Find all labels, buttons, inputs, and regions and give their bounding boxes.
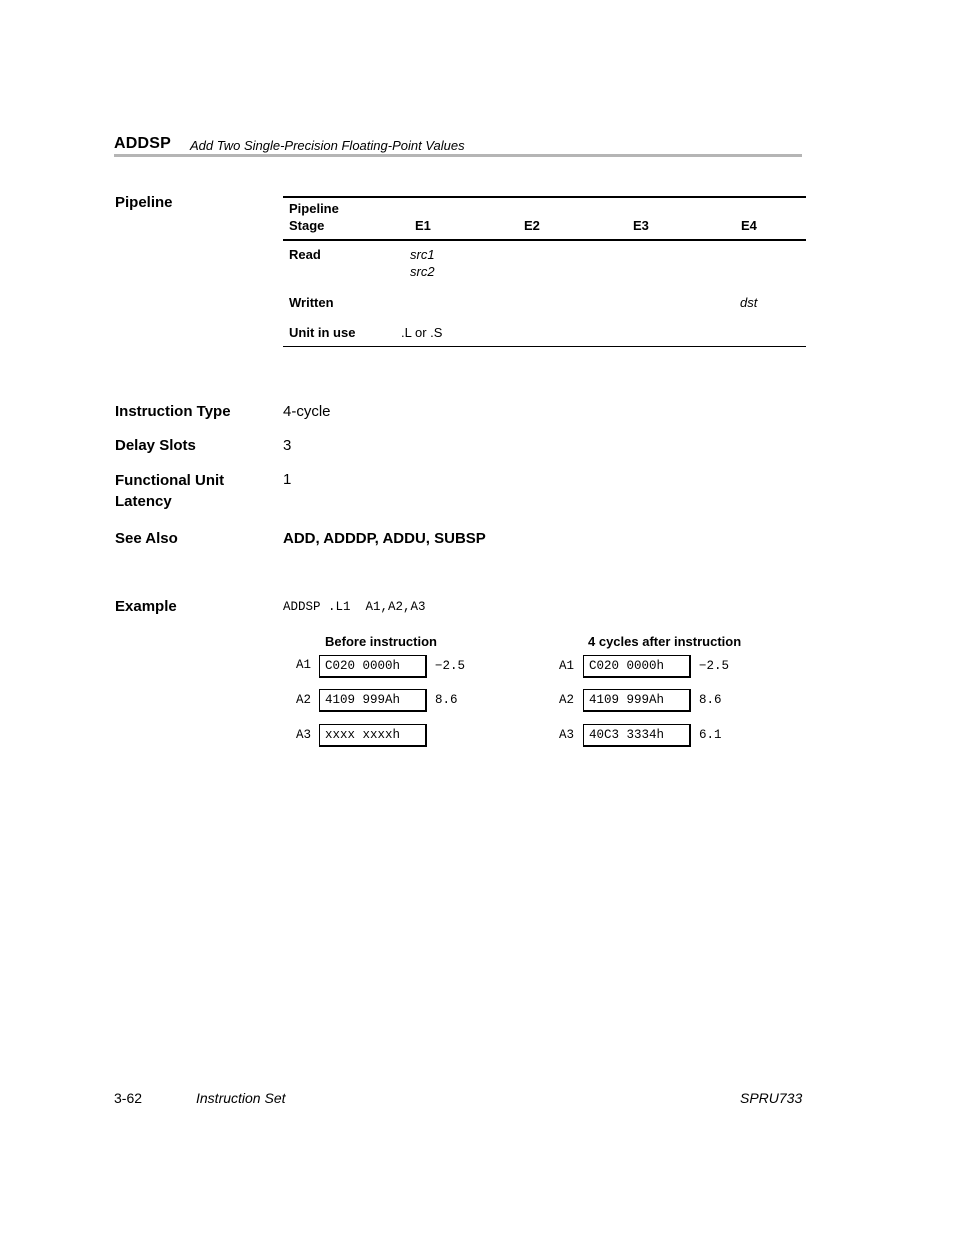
table-row-unit-e1: .L or .S (401, 325, 443, 340)
footer-page-number: 3-62 (114, 1090, 143, 1106)
fu-latency-label-line1: Functional Unit (115, 472, 225, 489)
delay-slots-label: Delay Slots (115, 437, 196, 454)
after-a1-value: −2.5 (699, 659, 730, 673)
see-also-value: ADD, ADDDP, ADDU, SUBSP (283, 530, 486, 547)
table-header-e2: E2 (524, 218, 540, 233)
before-a1-value: −2.5 (435, 659, 466, 673)
table-header-e4: E4 (741, 218, 757, 233)
delay-slots-value: 3 (283, 437, 292, 454)
table-header-rule (283, 239, 806, 241)
page-subtitle: Add Two Single-Precision Floating-Point Values (190, 138, 465, 153)
table-row-written-stage: Written (289, 295, 334, 310)
table-header-stage-line1: Pipeline (289, 201, 339, 216)
after-a1-name: A1 (559, 659, 575, 673)
after-a3-register: 40C3 3334h (583, 724, 691, 747)
table-header-e1: E1 (415, 218, 431, 233)
example-code: ADDSP .L1 A1,A2,A3 (283, 600, 426, 614)
fu-latency-value: 1 (283, 471, 292, 488)
after-heading: 4 cycles after instruction (588, 634, 742, 649)
footer-doc-id: SPRU733 (740, 1090, 803, 1106)
after-a2-name: A2 (559, 693, 575, 707)
pipeline-table (283, 196, 806, 348)
before-heading: Before instruction (325, 634, 437, 649)
table-bottom-rule (283, 346, 806, 347)
instruction-type-value: 4-cycle (283, 403, 331, 420)
after-a3-name: A3 (559, 728, 575, 742)
table-top-rule (283, 196, 806, 198)
after-a2-value: 8.6 (699, 693, 722, 707)
instruction-type-label: Instruction Type (115, 403, 231, 420)
after-a2-register: 4109 999Ah (583, 689, 691, 712)
before-a2-register: 4109 999Ah (319, 689, 427, 712)
before-a1-name: A1 (296, 658, 312, 672)
table-row-unit-stage: Unit in use (289, 325, 356, 340)
fu-latency-label-line2: Latency (115, 493, 172, 510)
before-a2-value: 8.6 (435, 693, 458, 707)
header-rule (114, 154, 802, 157)
footer-section: Instruction Set (196, 1090, 286, 1106)
example-label: Example (115, 598, 177, 615)
after-a3-value: 6.1 (699, 728, 722, 742)
before-a3-register: xxxx xxxxh (319, 724, 427, 747)
table-row-written-e4: dst (740, 295, 758, 310)
table-row-read-stage: Read (289, 247, 321, 262)
after-a1-register: C020 0000h (583, 655, 691, 678)
table-row-read-e1-src1: src1 (410, 247, 435, 262)
page-title: ADDSP (114, 135, 172, 152)
see-also-label: See Also (115, 530, 178, 547)
before-a1-register: C020 0000h (319, 655, 427, 678)
table-header-stage-line2: Stage (289, 218, 325, 233)
table-row-read-e1-src2: src2 (410, 264, 435, 279)
table-header-e3: E3 (633, 218, 649, 233)
before-a3-name: A3 (296, 728, 312, 742)
pipeline-label: Pipeline (115, 194, 173, 211)
before-a2-name: A2 (296, 693, 312, 707)
